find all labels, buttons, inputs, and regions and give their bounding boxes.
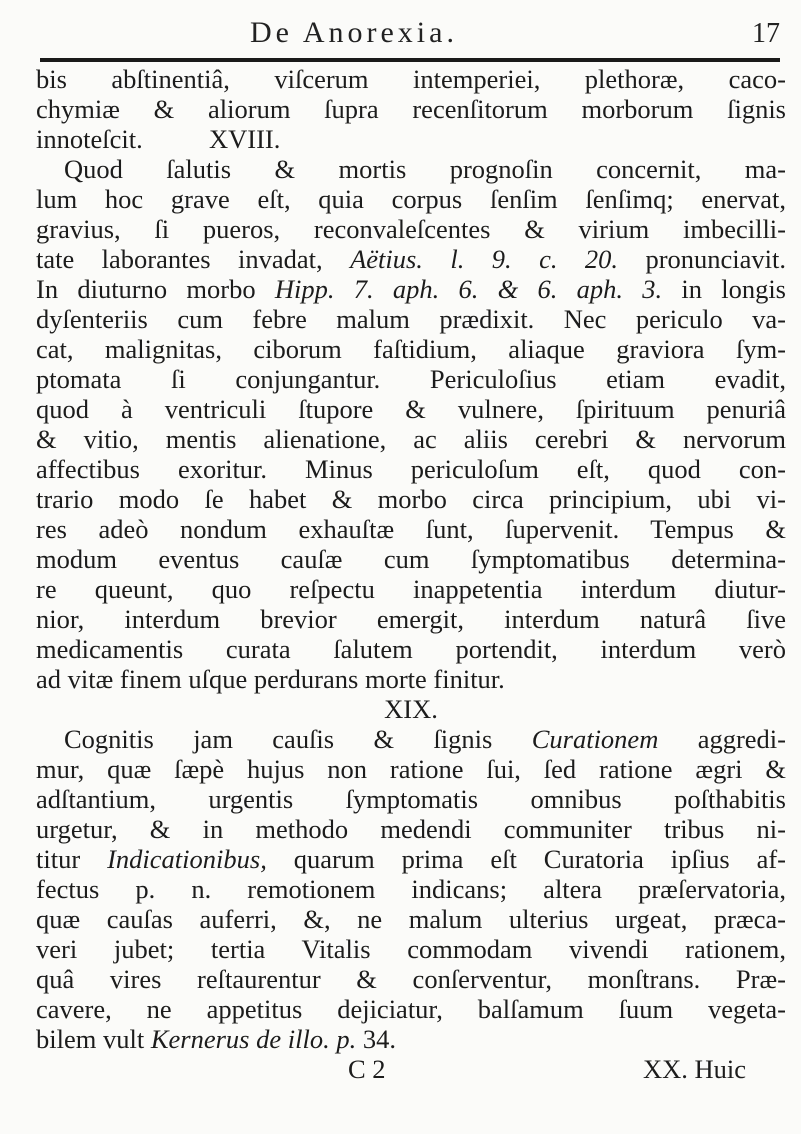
text-line [36,724,786,754]
text-line [36,754,786,784]
text-span: XIX. [384,694,438,724]
text-line [36,634,786,664]
text-line [36,814,786,844]
text-span: medicamentis curata ſalutem portendit, interdum verò [36,634,786,664]
text-span: cavere, ne appetitus dejiciatur, balſamum ſuum vegeta- [36,994,786,1024]
text-line [36,874,786,904]
text-line [36,994,786,1024]
text-line [36,514,786,544]
catchword: XX. Huic [642,1054,746,1084]
text-line [36,334,786,364]
running-title: De Anorexia. [250,16,458,49]
text-span: ad vitæ finem uſque perdurans morte finitur. [36,664,505,694]
text-span: modum eventus cauſæ cum ſymptomatibus determina- [36,544,786,574]
text-span: veri jubet; tertia Vitalis commodam vivendi rationem, [36,934,786,964]
text-line [36,964,786,994]
text-span: quâ vires reſtaurentur & conſerventur, monſtrans. Præ- [36,964,786,994]
text-span: bis abſtinentiâ, viſcerum intemperiei, plethoræ, caco- [36,64,786,94]
text-line [36,454,786,484]
text-line [36,244,786,274]
italic-text: Aëtius. l. 9. c. 20. [350,244,619,274]
text-span: quod à ventriculi ſtupore & vulnere, ſpirituum penuriâ [36,394,786,424]
italic-text: Hipp. 7. aph. 6. & 6. aph. 3. [274,274,663,304]
text-span: pronunciavit. [618,244,787,274]
text-line [36,844,786,874]
text-span: In diuturno morbo [36,274,275,304]
text-span: urgetur, & in methodo medendi communiter tribus ni- [36,814,786,844]
text-span: trario modo ſe habet & morbo circa principium, ubi vi- [36,484,786,514]
text-span: 34. [356,1024,396,1054]
page-number: 17 [752,18,780,49]
text-span: cat, malignitas, ciborum faſtidium, aliaque graviora ſym- [36,334,786,364]
text-line [36,784,786,814]
signature-mark: C 2 [348,1054,386,1084]
text-span: nior, interdum brevior emergit, interdum naturâ ſive [36,604,786,634]
text-span: mur, quæ ſæpè hujus non ratione ſui, ſed ratione ægri & [36,754,786,784]
text-span: re queunt, quo reſpectu inappetentia interdum diutur- [36,574,786,604]
text-span: tate laborantes invadat, [36,244,351,274]
text-line [36,424,786,454]
text-line [36,64,786,94]
text-span: in longis [662,274,786,304]
page-footer [36,1054,786,1084]
text-span: Quod ſalutis & mortis prognoſin concernit, ma- [64,154,786,184]
text-line [36,1024,786,1054]
text-line [36,154,786,184]
italic-text: Kernerus de illo. p. [150,1024,357,1054]
text-line [36,664,786,694]
body-text [36,64,786,1084]
text-line [36,484,786,514]
text-line [36,934,786,964]
text-span: innoteſcit. [36,124,143,154]
text-line [36,364,786,394]
text-span: affectibus exoritur. Minus periculoſum eſt, quod con- [36,454,786,484]
text-span: gravius, ſi pueros, reconvaleſcentes & virium imbecilli- [36,214,786,244]
text-span: quarum prima eſt Curatoria ipſius af- [266,844,786,874]
text-line [36,604,786,634]
italic-text: Curationem [531,724,659,754]
text-line [36,214,786,244]
text-line [36,124,786,154]
text-span: & vitio, mentis alienatione, ac aliis cerebri & nervorum [36,424,786,454]
text-line [36,574,786,604]
text-span: bilem vult [36,1024,151,1054]
text-line [36,394,786,424]
text-line [36,184,786,214]
text-span: chymiæ & aliorum ſupra recenſitorum morborum ſignis [36,94,786,124]
text-line [36,544,786,574]
text-span: res adeò nondum exhauſtæ ſunt, ſupervenit. Tempus & [36,514,786,544]
running-head [40,6,780,62]
text-span: dyſenteriis cum febre malum prædixit. Nec periculo va- [36,304,786,334]
text-line [36,904,786,934]
text-span: aggredi- [658,724,786,754]
text-line [36,94,786,124]
text-line [36,274,786,304]
header-rule [40,58,780,62]
text-line [36,304,786,334]
text-span: XVIII. [142,124,281,154]
text-line [36,694,786,724]
text-span: ptomata ſi conjungantur. Periculoſius etiam evadit, [36,364,786,394]
text-span: adſtantium, urgentis ſymptomatis omnibus poſthabitis [36,784,786,814]
text-span: quæ cauſas auferri, &, ne malum ulterius urgeat, præca- [36,904,786,934]
text-span: Cognitis jam cauſis & ſignis [64,724,532,754]
text-span: fectus p. n. remotionem indicans; altera præſervatoria, [36,874,786,904]
text-span: titur [36,844,108,874]
text-span: lum hoc grave eſt, quia corpus ſenſim ſenſimq; enervat, [36,184,786,214]
italic-text: Indicationibus, [107,844,267,874]
